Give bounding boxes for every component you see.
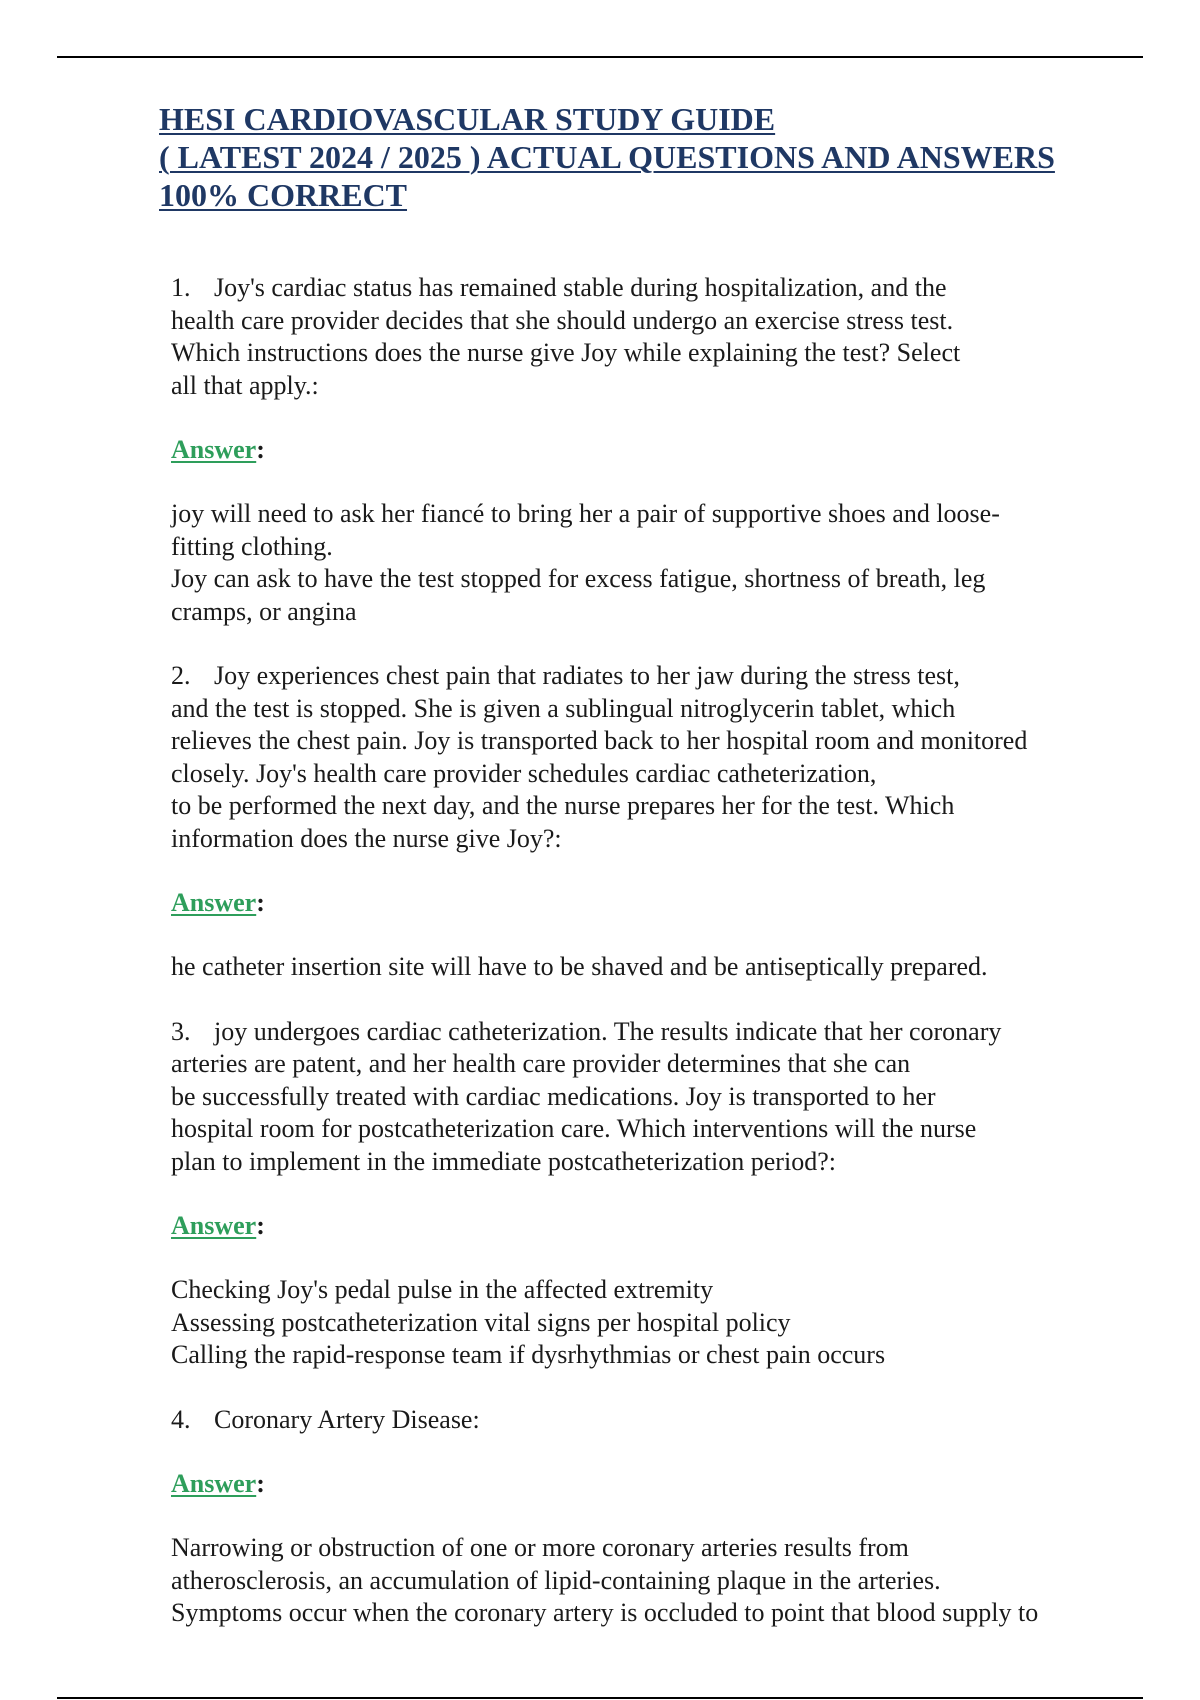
answer-label: Answer: bbox=[171, 435, 265, 464]
question-line: 1. Joy's cardiac status has remained stable during hospitalization, and the bbox=[171, 272, 1131, 305]
answer-1 bbox=[171, 498, 1131, 628]
answer-line: Joy can ask to have the test stopped for excess fatigue, shortness of breath, leg bbox=[171, 564, 986, 593]
question-line: hospital room for postcatheterization care. Which interventions will the nurse bbox=[171, 1114, 977, 1143]
answer-line: Symptoms occur when the coronary artery is occluded to point that blood supply to bbox=[171, 1598, 1039, 1627]
question-1 bbox=[171, 272, 1131, 402]
title-line-3: 100% CORRECT bbox=[159, 177, 408, 213]
question-line: 3. joy undergoes cardiac catheterization. The results indicate that her coronary bbox=[171, 1016, 1131, 1049]
answer-line: Narrowing or obstruction of one or more coronary arteries results from bbox=[171, 1533, 909, 1562]
answer-line: cramps, or angina bbox=[171, 596, 357, 626]
question-number: 3. bbox=[171, 1016, 191, 1046]
question-number: 2. bbox=[171, 661, 191, 690]
bottom-rule bbox=[57, 1697, 1143, 1699]
answer-3 bbox=[171, 1274, 1131, 1372]
question-line: Which instructions does the nurse give Joy while explaining the test? Select bbox=[171, 338, 961, 367]
answer-line: Calling the rapid-response team if dysrhythmias or chest pain occurs bbox=[171, 1340, 886, 1369]
question-3 bbox=[171, 1016, 1131, 1179]
answer-4 bbox=[171, 1532, 1131, 1630]
answer-line: joy will need to ask her fiancé to bring her a pair of supportive shoes and loose- bbox=[171, 499, 1000, 528]
title-line-1: HESI CARDIOVASCULAR STUDY GUIDE bbox=[159, 101, 776, 137]
answer-line: Checking Joy's pedal pulse in the affected extremity bbox=[171, 1275, 714, 1304]
question-line: 2. Joy experiences chest pain that radiates to her jaw during the stress test, bbox=[171, 660, 1131, 693]
question-line: relieves the chest pain. Joy is transported back to her hospital room and monitored bbox=[171, 726, 1028, 755]
top-rule bbox=[57, 56, 1143, 58]
answer-2 bbox=[171, 951, 1131, 984]
question-line: and the test is stopped. She is given a sublingual nitroglycerin tablet, which bbox=[171, 693, 956, 723]
question-4 bbox=[171, 1404, 1131, 1437]
question-line: be successfully treated with cardiac medications. Joy is transported to her bbox=[171, 1081, 936, 1111]
answer-label: Answer: bbox=[171, 888, 265, 917]
question-line: 4. Coronary Artery Disease: bbox=[171, 1404, 1131, 1437]
question-line: to be performed the next day, and the nurse prepares her for the test. Which bbox=[171, 791, 955, 820]
answer-line: fitting clothing. bbox=[171, 531, 333, 561]
question-line: information does the nurse give Joy?: bbox=[171, 823, 562, 853]
question-line: all that apply.: bbox=[171, 370, 319, 400]
answer-line: he catheter insertion site will have to be shaved and be antiseptically prepared. bbox=[171, 952, 988, 981]
question-2 bbox=[171, 660, 1131, 855]
document-title bbox=[159, 100, 1119, 214]
document-body bbox=[171, 272, 1131, 1630]
question-line: closely. Joy's health care provider schedules cardiac catheterization, bbox=[171, 758, 877, 788]
question-number: 4. bbox=[171, 1404, 191, 1434]
question-line: health care provider decides that she should undergo an exercise stress test. bbox=[171, 305, 954, 335]
title-line-2: ( LATEST 2024 / 2025 ) ACTUAL QUESTIONS AND ANSWERS bbox=[159, 139, 1055, 175]
answer-label: Answer: bbox=[171, 1469, 265, 1498]
answer-line: atherosclerosis, an accumulation of lipid-containing plaque in the arteries. bbox=[171, 1565, 941, 1595]
answer-line: Assessing postcatheterization vital signs per hospital policy bbox=[171, 1307, 791, 1337]
question-line: plan to implement in the immediate postcatheterization period?: bbox=[171, 1146, 836, 1176]
question-number: 1. bbox=[171, 273, 191, 302]
answer-label: Answer: bbox=[171, 1211, 265, 1240]
question-line: arteries are patent, and her health care provider determines that she can bbox=[171, 1049, 911, 1078]
